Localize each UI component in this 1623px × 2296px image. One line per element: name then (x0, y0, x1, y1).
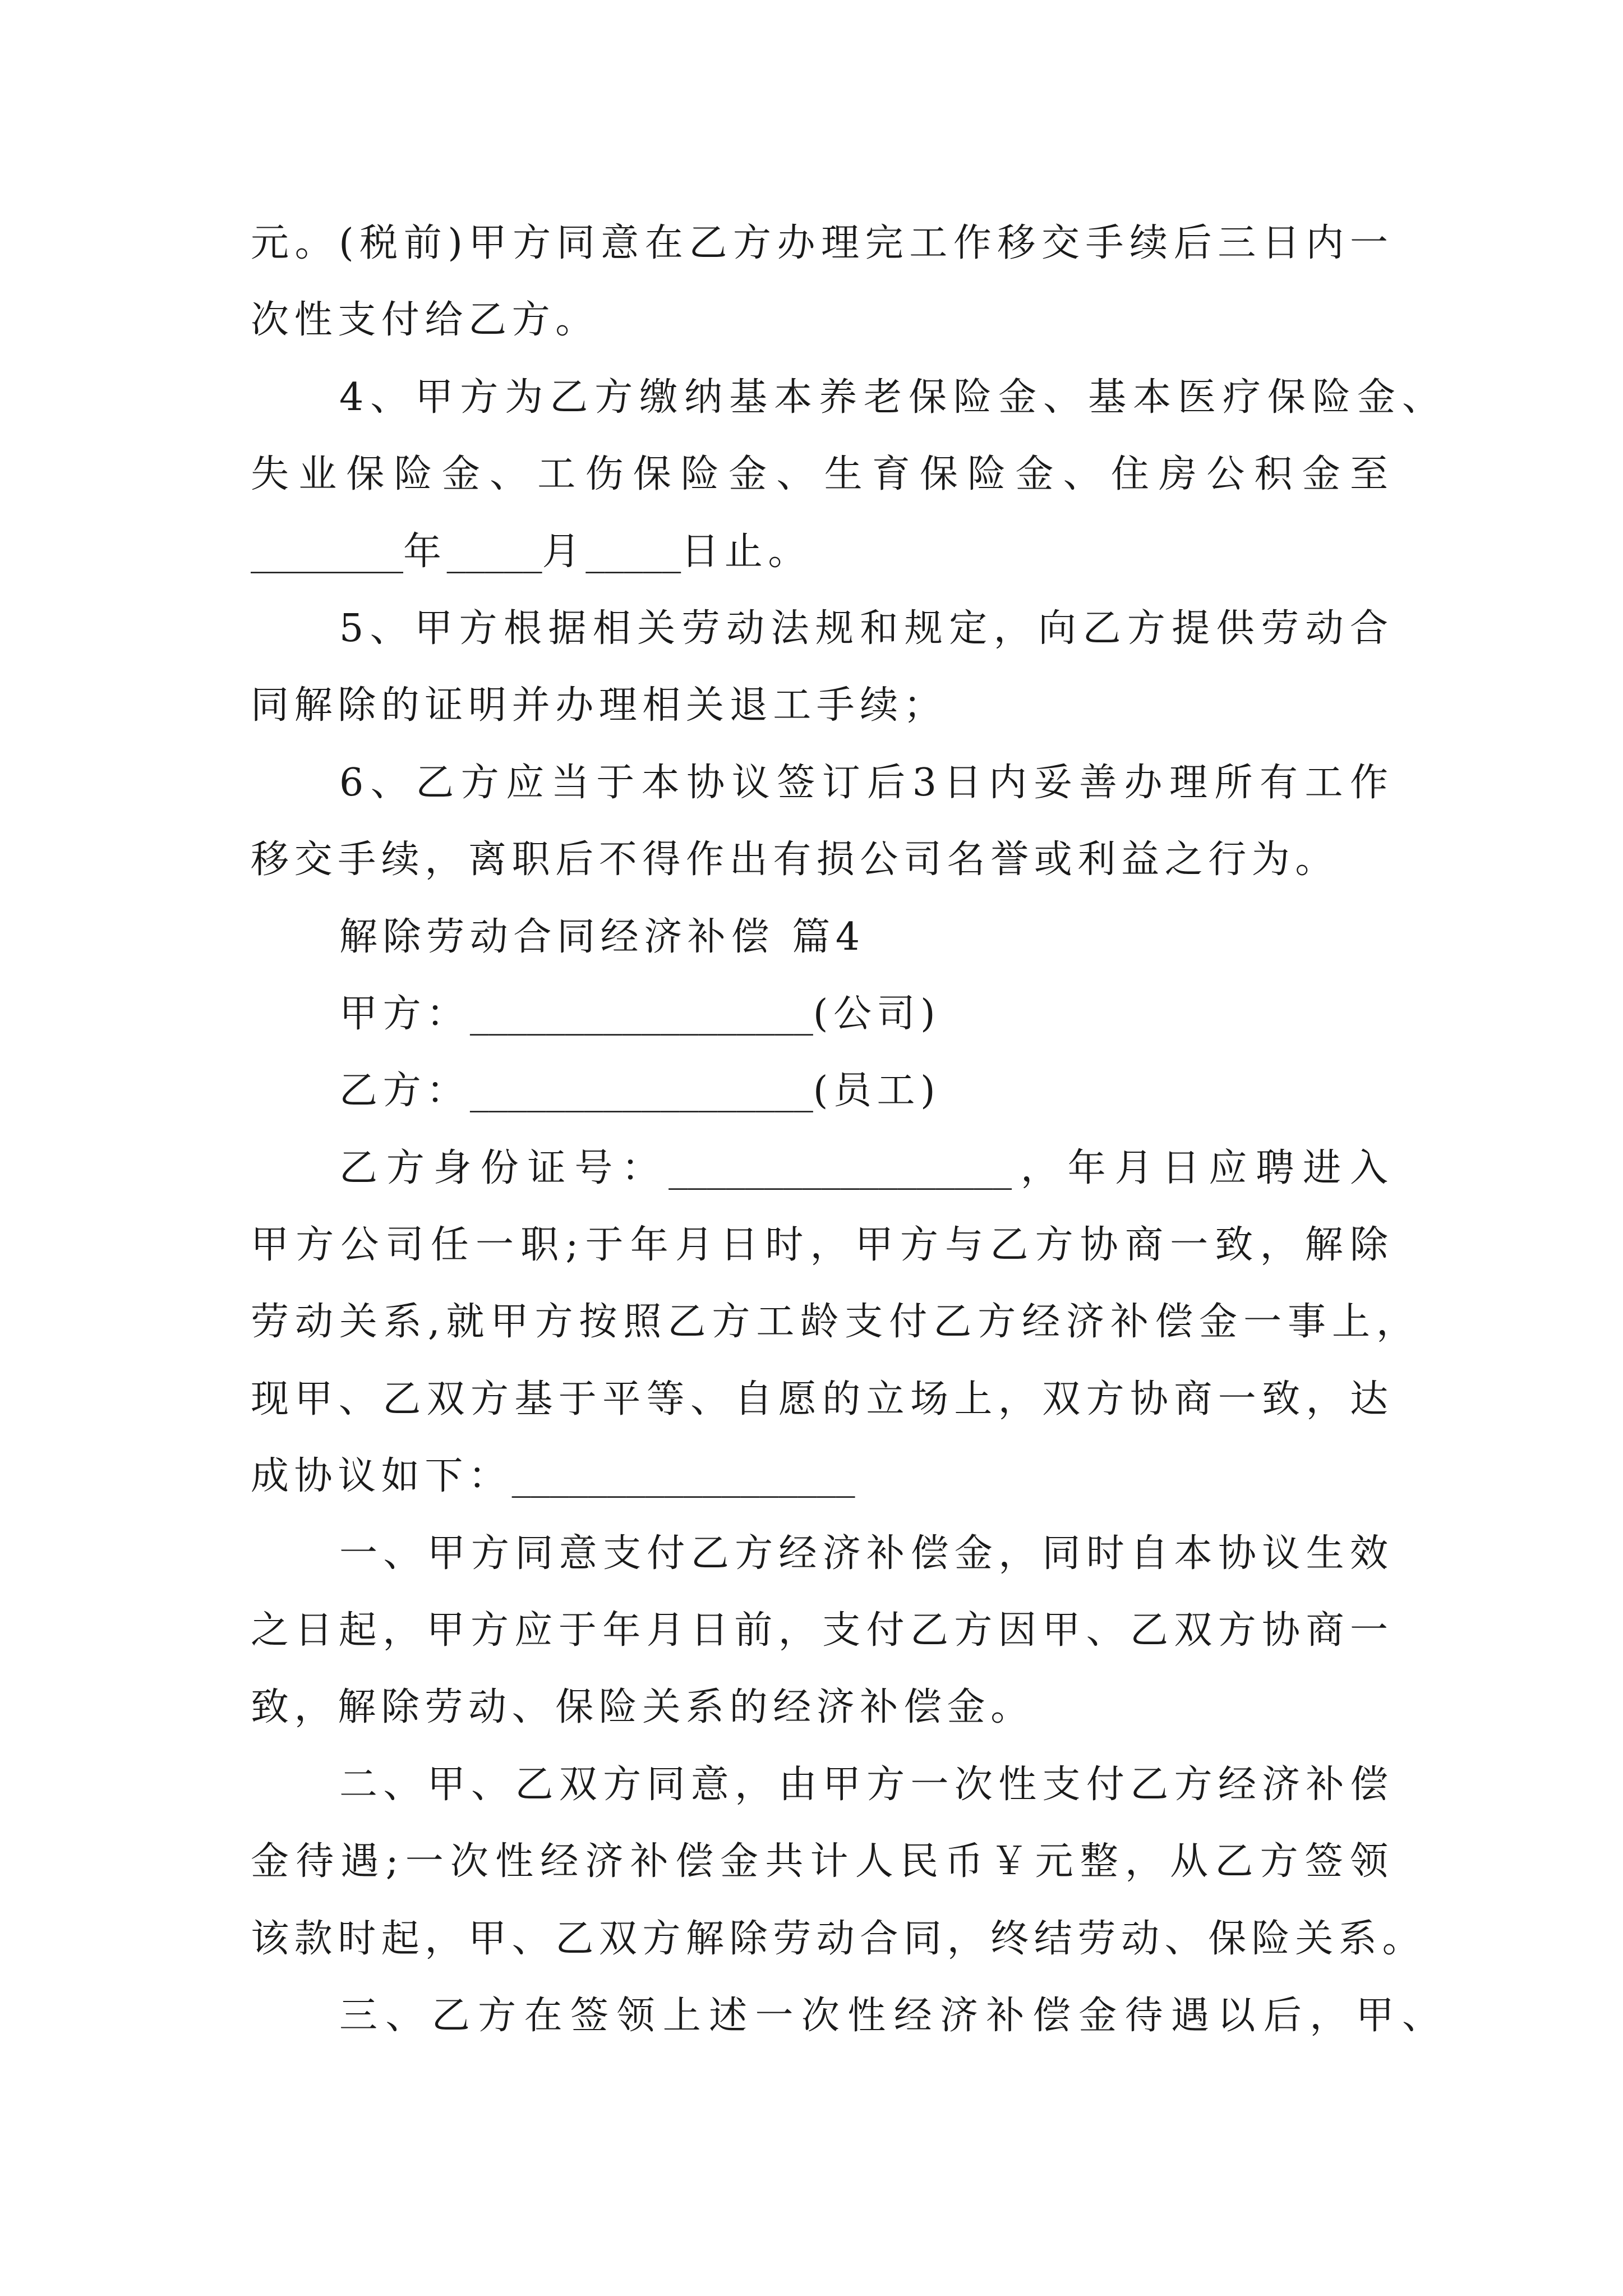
agreement-intro-label: 成协议如下： (251, 1454, 512, 1499)
text-line: 同解除的证明并办理相关退工手续； (251, 683, 947, 728)
party-b-label: 乙方： (339, 1069, 470, 1114)
text-line: 6、乙方应当于本协议签订后3日内妥善办理所有工作 (339, 760, 1388, 805)
id-number-line (339, 1130, 1388, 1207)
id-number-blank: __________________ (668, 1145, 1012, 1190)
text-line: 4、甲方为乙方缴纳基本养老保险金、基本医疗保险金、 (339, 375, 1440, 420)
agreement-intro-line (251, 1438, 1623, 1515)
party-a-suffix: (公司) (813, 991, 941, 1036)
text-line: 失业保险金、工伤保险金、生育保险金、住房公积金至 (251, 452, 1388, 497)
text-line: 之日起，甲方应于年月日前，支付乙方因甲、乙双方协商一 (251, 1608, 1388, 1653)
year-blank: ________ (251, 529, 403, 574)
party-b-line (339, 1052, 1623, 1129)
text-line: 一、甲方同意支付乙方经济补偿金，同时自本协议生效 (339, 1531, 1388, 1576)
text-line: 甲方公司任一职;于年月日时，甲方与乙方协商一致，解除 (251, 1223, 1388, 1268)
party-a-blank: __________________ (469, 991, 813, 1036)
id-number-suffix: ，年月日应聘进入 (1012, 1145, 1388, 1190)
text-line: 劳动关系,就甲方按照乙方工龄支付乙方经济补偿金一事上， (251, 1300, 1414, 1345)
agreement-intro-blank: __________________ (511, 1454, 855, 1499)
party-a-label: 甲方： (339, 991, 470, 1036)
text-line: 次性支付给乙方。 (251, 298, 599, 343)
id-number-label: 乙方身份证号： (339, 1145, 669, 1190)
text-line: 致，解除劳动、保险关系的经济补偿金。 (251, 1685, 1034, 1730)
text-line: 三、乙方在签领上述一次性经济补偿金待遇以后，甲、 (339, 1993, 1440, 2038)
text-line: 金待遇;一次性经济补偿金共计人民币￥元整，从乙方签领 (251, 1839, 1388, 1884)
year-label: 年 (403, 529, 447, 574)
day-blank: _____ (585, 529, 681, 574)
day-label: 日止。 (681, 529, 812, 574)
text-line: 二、甲、乙双方同意，由甲方一次性支付乙方经济补偿 (339, 1762, 1388, 1807)
month-blank: _____ (446, 529, 542, 574)
text-line-date-blanks (251, 513, 1623, 590)
party-b-blank: __________________ (469, 1069, 813, 1114)
party-b-suffix: (员工) (813, 1069, 941, 1114)
text-line: 移交手续，离职后不得作出有损公司名誉或利益之行为。 (251, 838, 1339, 882)
section-heading: 解除劳动合同经济补偿 篇4 (339, 914, 865, 959)
text-line: 元。(税前)甲方同意在乙方办理完工作移交手续后三日内一 (251, 221, 1388, 265)
party-a-line (339, 976, 1623, 1052)
text-line: 现甲、乙双方基于平等、自愿的立场上，双方协商一致，达 (251, 1377, 1388, 1421)
text-line: 该款时起，甲、乙双方解除劳动合同，终结劳动、保险关系。 (251, 1916, 1426, 1961)
month-label: 月 (542, 529, 586, 574)
text-line: 5、甲方根据相关劳动法规和规定，向乙方提供劳动合 (339, 606, 1388, 651)
